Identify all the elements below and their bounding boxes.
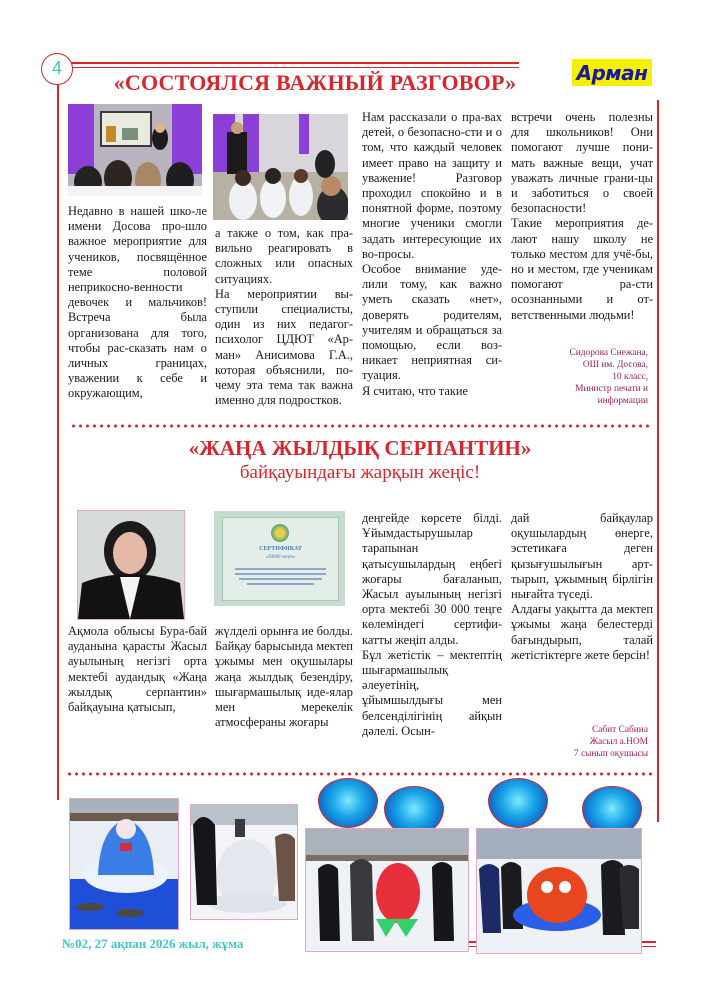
article2-signature xyxy=(540,724,648,760)
certificate-emblem-icon xyxy=(271,524,289,542)
article1-title: «СОСТОЯЛСЯ ВАЖНЫЙ РАЗГОВОР» xyxy=(113,70,517,95)
logo xyxy=(572,59,652,86)
paragraph: На мероприятии вы-ступили специалисты, один из них педагог-психолог ЦДЮТ «Ар-ман» Анисимова Г.А., которая объяснили, по-чему эта тема так важна именно для подростков. xyxy=(215,286,353,408)
event-photo-2 xyxy=(213,114,348,220)
frame-left-border xyxy=(57,84,59,340)
certificate-text-line xyxy=(235,573,326,575)
article1-column-3 xyxy=(362,110,502,399)
paragraph: Алдағы уақытта да мектеп ұжымы жаңа белестерді бағындырып, талай жетістіктерге жете берсін! xyxy=(511,602,653,662)
certificate-photo xyxy=(214,511,345,606)
paragraph: Бұл жетістік – мектептің шығармашылық әлеуетінің, ұйымшылдығы мен белсенділігінің айқын дәлелі. Осын- xyxy=(362,647,502,738)
certificate-text-line xyxy=(235,568,326,570)
signature-line: Сидорова Снежана, xyxy=(569,348,648,358)
snow-sculpture-photo-1 xyxy=(69,798,179,930)
article2-column-4 xyxy=(511,511,653,663)
page-number: 4 xyxy=(41,53,73,85)
event-photo-1 xyxy=(68,104,202,196)
dotted-divider xyxy=(70,424,652,428)
article2-subtitle: байқауындағы жарқын жеңіс! xyxy=(239,462,481,483)
article1-column-1 xyxy=(68,204,207,402)
paragraph: дай байқаулар оқушылардың өнерге, эстетикаға деген қызығушылығын арт-тырып, ұжымның бірлігін нығайта түседі. xyxy=(511,511,653,602)
snowflake-ornament-icon xyxy=(488,778,548,828)
certificate-text-line xyxy=(247,583,314,585)
frame-right-border xyxy=(657,100,659,822)
logo-text: Арман xyxy=(576,60,648,85)
signature-line: 7 сынып оқушысы xyxy=(573,749,648,759)
paragraph: Особое внимание уде-лили тому, как важно уметь сказать «нет», доверять родителям, учителям и обращаться за помощью, если воз-никает неприятная си-туация. xyxy=(362,262,502,383)
paragraph: встречи очень полезны для школьников! Они помогают лучше пони-мать важные вещи, учат уважать личные грани-цы и заботиться о своей безопасности! xyxy=(511,110,653,216)
certificate-text-line xyxy=(239,578,322,580)
paragraph: Недавно в нашей шко-ле имени Досова про-шло важное мероприятие для учеников, посвящённое теме половой неприкосно-венности девочек и мальчиков! Встреча была организована для того, чтобы рас-сказать нам о личных границах, уважении к себе и окружающим, xyxy=(68,204,207,401)
paragraph: Я считаю, что такие xyxy=(362,383,468,398)
article1-column-2 xyxy=(215,226,353,408)
paragraph: Такие мероприятия де-лают нашу школу не только местом для учё-бы, но и местом, где ученикам помогают ра-сти осознанными и от-ветственными людьми! xyxy=(511,216,653,322)
certificate-frame xyxy=(222,517,339,601)
article2-column-3 xyxy=(362,511,502,739)
paragraph: а также о том, как пра-вильно реагировать в сложных или опасных ситуациях. xyxy=(215,226,353,286)
snow-sculpture-photo-3 xyxy=(305,828,469,952)
paragraph: деңгейде көрсете білді. Ұйымдастырушылар тарапынан қатысушылардың еңбегі жоғары бағаланып, Жасыл ауылының негізгі орта мектебі 30 000 теңге көлеміндегі сертифи-катты жеңіп алды. xyxy=(362,511,502,647)
snow-sculpture-photo-2 xyxy=(190,804,298,920)
certificate-amount: «30000 теңге» xyxy=(265,555,296,560)
article2-title: «ЖАҢА ЖЫЛДЫҚ СЕРПАНТИН» xyxy=(188,436,532,460)
header-rule xyxy=(71,67,519,68)
signature-line: Жасыл а.НОМ xyxy=(589,737,648,747)
snow-sculpture-photo-4 xyxy=(476,828,642,954)
header-rule xyxy=(71,62,519,64)
student-portrait xyxy=(77,510,185,620)
frame-left-border xyxy=(57,340,59,800)
signature-line: 10 класс, xyxy=(612,372,648,382)
dotted-divider xyxy=(66,772,652,776)
article1-signature xyxy=(520,347,648,407)
paragraph: Байқау барысында мектеп ұжымы мен оқушылары жаңа жылдық безендіру, шығармашылық иде-ялар мен мерекелік атмосфераны жоғары xyxy=(215,639,353,730)
paragraph: жүлделі орынға ие болды. xyxy=(215,624,353,638)
signature-line: информации xyxy=(597,396,648,406)
certificate-heading: СЕРТИФИКАТ xyxy=(259,546,302,552)
article1-column-4 xyxy=(511,110,653,323)
paragraph: Нам рассказали о пра-вах детей, о безопасно-сти и о том, что каждый человек имеет право на защиту и уважение! Разговор проходил спокойно и в понятной форме, поэтому многие ученики смогли задать интересующие их во-просы. xyxy=(362,110,502,261)
snowflake-ornament-icon xyxy=(318,778,378,828)
paragraph: Ақмола облысы Бура-бай ауданына қарасты Жасыл ауылының негізгі орта мектебі аудандық «Жаңа жылдық серпантин» байқауына қатысып, xyxy=(68,624,207,715)
signature-line: Министр печати и xyxy=(575,384,648,394)
article2-column-1 xyxy=(68,624,207,715)
signature-line: Сабит Сабина xyxy=(591,725,648,735)
signature-line: ОШ им. Досова, xyxy=(582,360,648,370)
article2-column-2 xyxy=(215,624,353,730)
issue-date: №02, 27 ақпан 2026 жыл, жұма xyxy=(62,936,244,951)
